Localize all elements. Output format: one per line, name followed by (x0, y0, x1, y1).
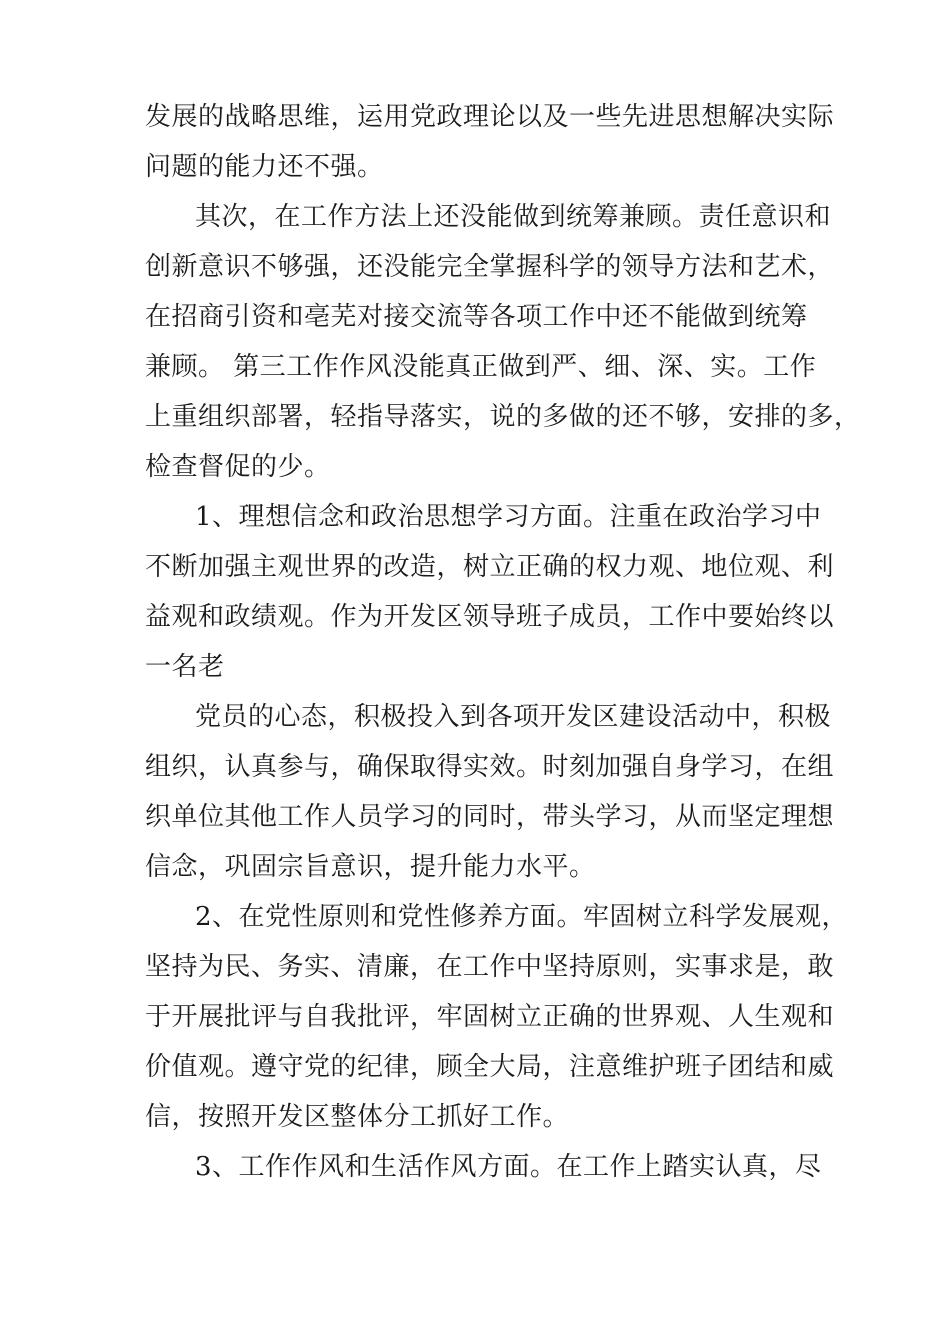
text-line: 于开展批评与自我批评，牢固树立正确的世界观、人生观和 (145, 1002, 835, 1032)
text-line: 2、在党性原则和党性修养方面。牢固树立科学发展观， (195, 902, 849, 932)
text-line: 检查督促的少。 (145, 452, 331, 482)
text-line: 信念，巩固宗旨意识，提升能力水平。 (145, 852, 596, 882)
text-line: 组织，认真参与，确保取得实效。时刻加强自身学习，在组 (145, 752, 835, 782)
text-line: 在招商引资和亳芜对接交流等各项工作中还不能做到统筹 (145, 302, 808, 332)
text-line: 信，按照开发区整体分工抓好工作。 (145, 1102, 570, 1132)
text-line: 一名老 (145, 652, 225, 682)
text-line: 上重组织部署，轻指导落实，说的多做的还不够，安排的多， (145, 402, 861, 432)
text-line: 党员的心态，积极投入到各项开发区建设活动中，积极 (195, 702, 832, 732)
text-line: 发展的战略思维，运用党政理论以及一些先进思想解决实际 (145, 102, 835, 132)
text-line: 不断加强主观世界的改造，树立正确的权力观、地位观、利 (145, 552, 835, 582)
text-line: 价值观。遵守党的纪律，顾全大局，注意维护班子团结和威 (145, 1052, 835, 1082)
text-line: 坚持为民、务实、清廉，在工作中坚持原则，实事求是，敢 (145, 952, 835, 982)
text-line: 3、工作作风和生活作风方面。在工作上踏实认真，尽 (195, 1152, 822, 1182)
text-line: 创新意识不够强，还没能完全掌握科学的领导方法和艺术， (145, 252, 835, 282)
text-line: 1、理想信念和政治思想学习方面。注重在政治学习中 (195, 502, 822, 532)
text-line: 兼顾。 第三工作作风没能真正做到严、细、深、实。工作 (145, 352, 817, 382)
text-line: 织单位其他工作人员学习的同时，带头学习，从而坚定理想 (145, 802, 835, 832)
text-line: 问题的能力还不强。 (145, 152, 384, 182)
text-line: 益观和政绩观。作为开发区领导班子成员，工作中要始终以 (145, 602, 835, 632)
text-line: 其次，在工作方法上还没能做到统筹兼顾。责任意识和 (195, 202, 832, 232)
